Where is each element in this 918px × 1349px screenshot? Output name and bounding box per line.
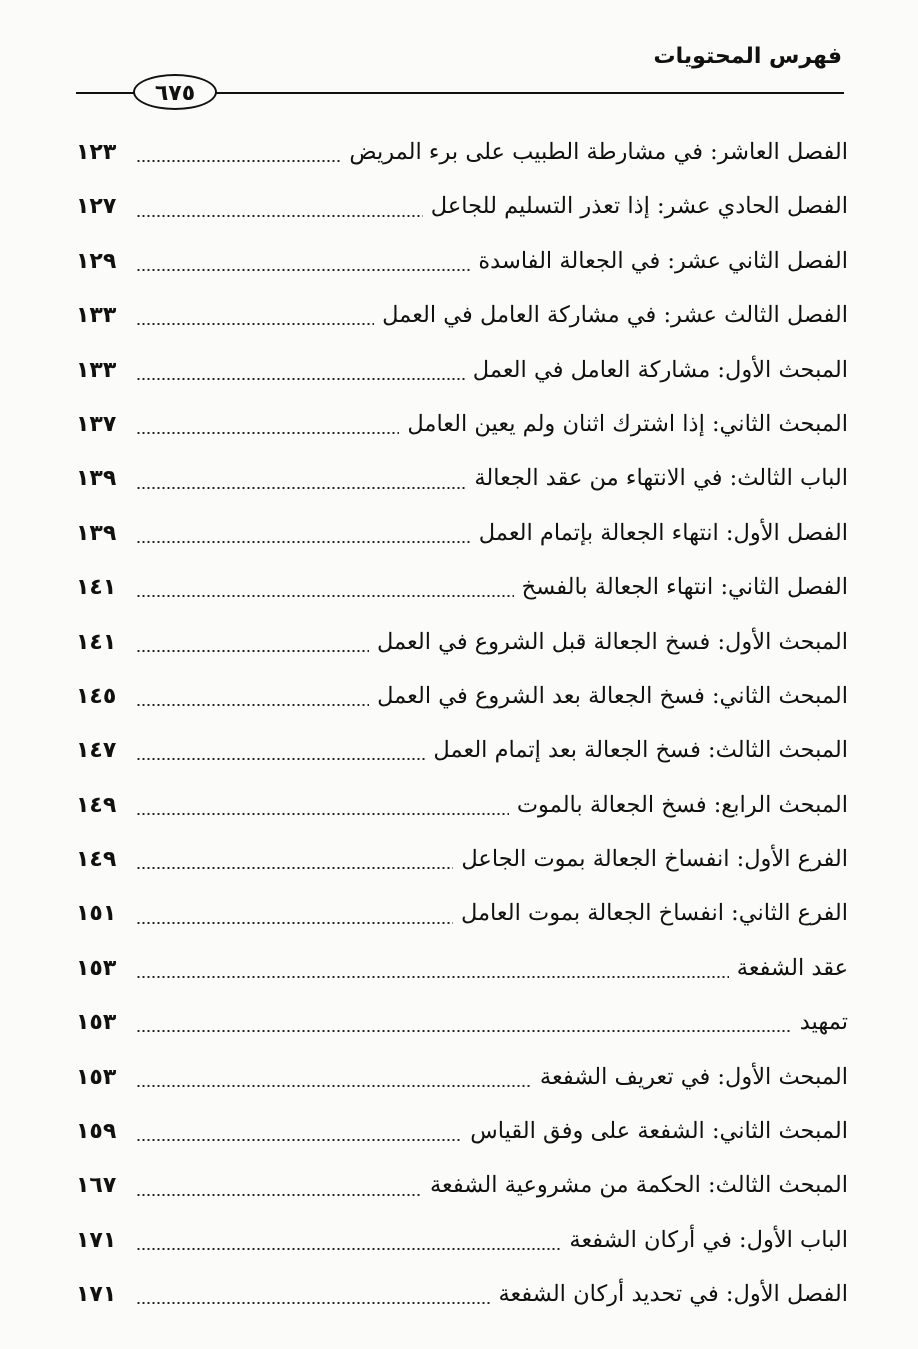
dot-leader bbox=[136, 758, 425, 760]
toc-entry[interactable] bbox=[76, 560, 848, 614]
toc-entry-page: ١٥٣ bbox=[76, 1064, 117, 1090]
toc-entry-title: الفرع الأول: انفساخ الجعالة بموت الجاعل bbox=[461, 846, 848, 873]
dot-leader bbox=[136, 215, 423, 217]
toc-entry-page: ١٥٣ bbox=[76, 1010, 117, 1036]
dot-leader bbox=[136, 1085, 532, 1087]
toc-entry-title: المبحث الثاني: فسخ الجعالة بعد الشروع في العمل bbox=[377, 682, 848, 709]
toc-entry-title: الباب الثالث: في الانتهاء من عقد الجعالة bbox=[474, 465, 848, 492]
toc-entry-page: ١٣٩ bbox=[76, 520, 117, 546]
toc-entry-title: الفرع الثاني: انفساخ الجعالة بموت العامل bbox=[460, 900, 848, 927]
dot-leader bbox=[136, 704, 369, 706]
toc-entry-title: تمهيد bbox=[799, 1009, 848, 1036]
toc-entry[interactable] bbox=[76, 179, 848, 233]
dot-leader bbox=[136, 323, 374, 325]
toc-entry[interactable] bbox=[76, 669, 848, 723]
dot-leader bbox=[136, 595, 514, 597]
dot-leader bbox=[136, 1030, 792, 1032]
toc-entry-page: ١٢٩ bbox=[76, 248, 117, 274]
toc-entry-title: الفصل الثاني عشر: في الجعالة الفاسدة bbox=[478, 247, 848, 274]
toc-entry[interactable] bbox=[76, 832, 848, 886]
toc-entry-page: ١٤٧ bbox=[76, 738, 117, 764]
toc-entry-title: عقد الشفعة bbox=[736, 954, 848, 981]
dot-leader bbox=[136, 813, 509, 815]
dot-leader bbox=[136, 378, 465, 380]
dot-leader bbox=[136, 1302, 490, 1304]
toc-entry[interactable] bbox=[76, 778, 848, 832]
toc-entry-title: المبحث الأول: مشاركة العامل في العمل bbox=[472, 356, 848, 383]
dot-leader bbox=[136, 541, 471, 543]
toc-entry[interactable] bbox=[76, 125, 848, 179]
toc-entry-title: المبحث الثاني: إذا اشترك اثنان ولم يعين العامل bbox=[407, 410, 848, 437]
toc-entry-title: الفصل الثالث عشر: في مشاركة العامل في العمل bbox=[382, 302, 848, 329]
toc-entry[interactable] bbox=[76, 1050, 848, 1104]
toc-entry-title: الفصل الحادي عشر: إذا تعذر التسليم للجاعل bbox=[430, 193, 848, 220]
dot-leader bbox=[136, 976, 729, 978]
toc-entry-title: المبحث الثالث: فسخ الجعالة بعد إتمام العمل bbox=[433, 737, 848, 764]
dot-leader bbox=[136, 1194, 422, 1196]
toc-entry-page: ١٣٣ bbox=[76, 357, 117, 383]
dot-leader bbox=[136, 160, 341, 162]
toc-entry-page: ١٧١ bbox=[76, 1282, 117, 1308]
dot-leader bbox=[136, 487, 466, 489]
toc-entry[interactable] bbox=[76, 1104, 848, 1158]
dot-leader bbox=[136, 269, 470, 271]
toc-entry[interactable] bbox=[76, 506, 848, 560]
toc-entry-title: المبحث الثاني: الشفعة على وفق القياس bbox=[470, 1118, 848, 1145]
toc-entry[interactable] bbox=[76, 886, 848, 940]
page-title: فهرس المحتويات bbox=[653, 44, 842, 69]
toc-entry[interactable] bbox=[76, 343, 848, 397]
toc-entry-page: ١٧١ bbox=[76, 1227, 117, 1253]
toc-entry-title: الباب الأول: في أركان الشفعة bbox=[569, 1226, 848, 1253]
dot-leader bbox=[136, 1248, 561, 1250]
toc-entry-page: ١٣٩ bbox=[76, 466, 117, 492]
toc-entry-title: المبحث الثالث: الحكمة من مشروعية الشفعة bbox=[429, 1172, 848, 1199]
toc-entry-page: ١٥٩ bbox=[76, 1119, 117, 1145]
toc-entry-title: الفصل العاشر: في مشارطة الطبيب على برء المريض bbox=[349, 139, 848, 165]
toc-entry[interactable] bbox=[76, 615, 848, 669]
toc-entry-title: الفصل الثاني: انتهاء الجعالة بالفسخ bbox=[521, 574, 848, 601]
toc-entry-title: الفصل الأول: انتهاء الجعالة بإتمام العمل bbox=[478, 519, 848, 546]
dot-leader bbox=[136, 432, 399, 434]
toc-entry[interactable] bbox=[76, 451, 848, 505]
dot-leader bbox=[136, 650, 369, 652]
toc-entry[interactable] bbox=[76, 723, 848, 777]
toc-entry-page: ١٦٧ bbox=[76, 1173, 117, 1199]
toc-entry-page: ١٣٣ bbox=[76, 303, 117, 329]
toc-entry-page: ١٤١ bbox=[76, 629, 117, 655]
dot-leader bbox=[136, 867, 453, 869]
toc-entry-page: ١٤٩ bbox=[76, 847, 117, 873]
toc-entry[interactable] bbox=[76, 1158, 848, 1212]
toc-entry[interactable] bbox=[76, 941, 848, 995]
dot-leader bbox=[136, 922, 453, 924]
toc-entry-page: ١٤١ bbox=[76, 575, 117, 601]
toc-entry-title: المبحث الرابع: فسخ الجعالة بالموت bbox=[516, 791, 848, 818]
toc-entry[interactable] bbox=[76, 234, 848, 288]
toc-entry[interactable] bbox=[76, 1213, 848, 1267]
toc-entry-page: ١٥٣ bbox=[76, 955, 117, 981]
dot-leader bbox=[136, 1139, 462, 1141]
toc-entry[interactable] bbox=[76, 995, 848, 1049]
toc-entry-page: ١٢٧ bbox=[76, 194, 117, 220]
toc-entry-title: الفصل الأول: في تحديد أركان الشفعة bbox=[498, 1281, 848, 1308]
toc-list bbox=[76, 125, 848, 1322]
toc-entry[interactable] bbox=[76, 1267, 848, 1321]
toc-entry-page: ١٣٧ bbox=[76, 411, 117, 437]
toc-entry-page: ١٢٣ bbox=[76, 140, 117, 165]
toc-entry-title: المبحث الأول: في تعريف الشفعة bbox=[539, 1063, 848, 1090]
toc-entry[interactable] bbox=[76, 288, 848, 342]
toc-entry-page: ١٤٩ bbox=[76, 792, 117, 818]
toc-entry[interactable] bbox=[76, 397, 848, 451]
page-number-badge: ٦٧٥ bbox=[133, 74, 217, 110]
toc-entry-page: ١٥١ bbox=[76, 901, 117, 927]
toc-entry-page: ١٤٥ bbox=[76, 683, 117, 709]
toc-entry-title: المبحث الأول: فسخ الجعالة قبل الشروع في العمل bbox=[376, 628, 848, 655]
